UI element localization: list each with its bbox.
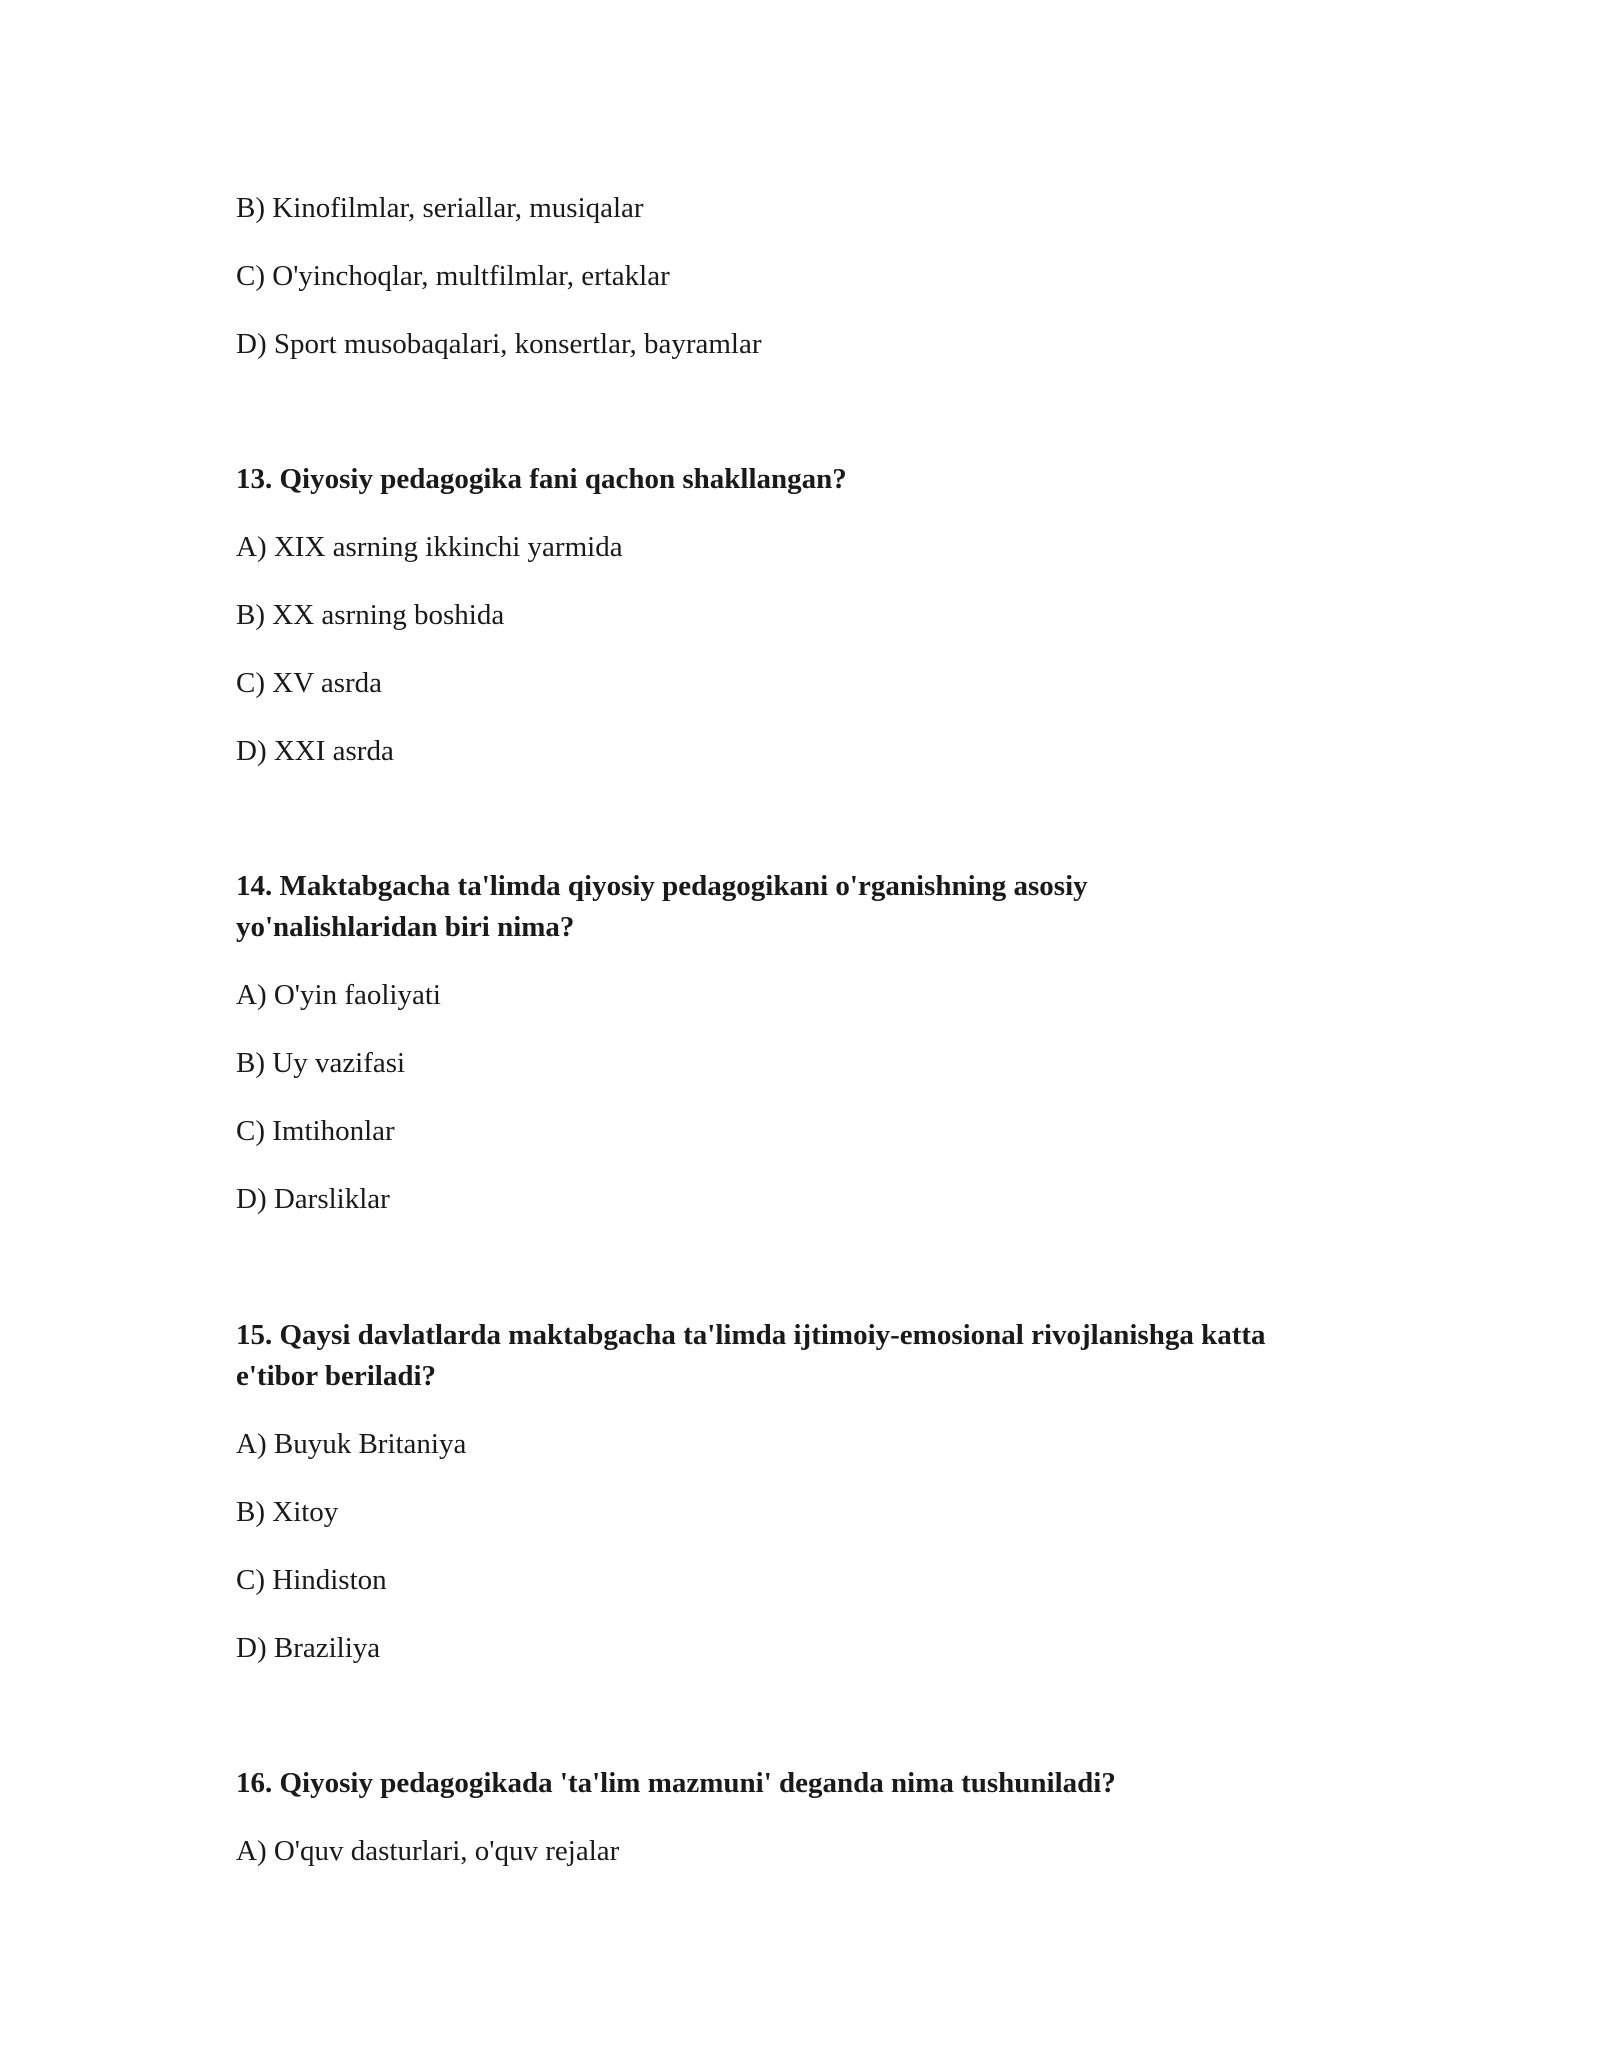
option-14-c: C) Imtihonlar xyxy=(236,1115,395,1147)
question-13: 13. Qiyosiy pedagogika fani qachon shakllangan? xyxy=(236,463,847,495)
option-13-a: A) XIX asrning ikkinchi yarmida xyxy=(236,531,623,563)
question-15-line-2: e'tibor beriladi? xyxy=(236,1360,437,1392)
option-13-b: B) XX asrning boshida xyxy=(236,599,505,631)
option-12-c: C) O'yinchoqlar, multfilmlar, ertaklar xyxy=(236,260,670,292)
option-12-d: D) Sport musobaqalari, konsertlar, bayramlar xyxy=(236,328,762,360)
question-14-line-1: 14. Maktabgacha ta'limda qiyosiy pedagogikani o'rganishning asosiy xyxy=(236,870,1088,902)
option-14-d: D) Darsliklar xyxy=(236,1183,390,1215)
option-15-a: A) Buyuk Britaniya xyxy=(236,1428,467,1460)
option-15-c: C) Hindiston xyxy=(236,1564,387,1596)
option-14-b: B) Uy vazifasi xyxy=(236,1047,406,1079)
option-14-a: A) O'yin faoliyati xyxy=(236,979,441,1011)
option-13-c: C) XV asrda xyxy=(236,667,383,699)
option-15-b: B) Xitoy xyxy=(236,1496,339,1528)
option-12-b: B) Kinofilmlar, seriallar, musiqalar xyxy=(236,192,644,224)
question-16: 16. Qiyosiy pedagogikada 'ta'lim mazmuni' deganda nima tushuniladi? xyxy=(236,1767,1116,1799)
question-15-line-1: 15. Qaysi davlatlarda maktabgacha ta'limda ijtimoiy-emosional rivojlanishga katta xyxy=(236,1319,1266,1351)
option-13-d: D) XXI asrda xyxy=(236,735,394,767)
option-16-a: A) O'quv dasturlari, o'quv rejalar xyxy=(236,1835,620,1867)
option-15-d: D) Braziliya xyxy=(236,1632,381,1664)
question-14-line-2: yo'nalishlaridan biri nima? xyxy=(236,911,575,943)
